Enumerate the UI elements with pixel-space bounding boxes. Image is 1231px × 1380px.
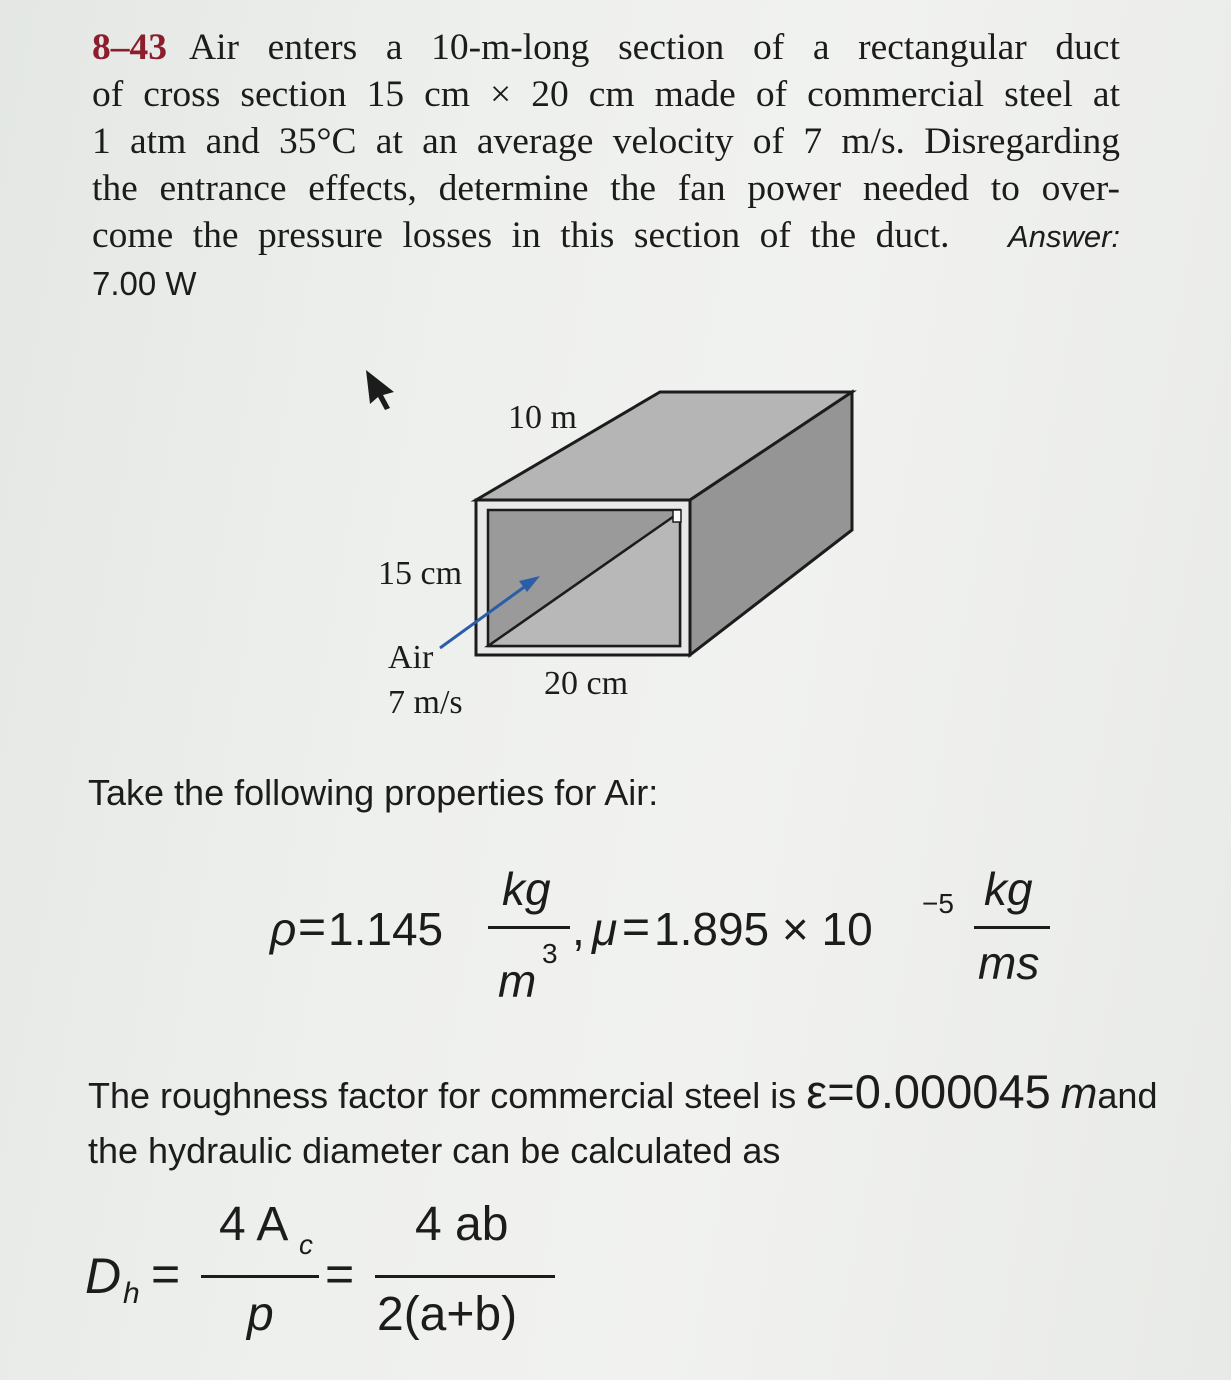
width-label: 20 cm bbox=[544, 665, 629, 702]
velocity-label: 7 m/s bbox=[388, 684, 463, 721]
frac1-bar bbox=[201, 1275, 319, 1278]
rho-unit-exponent: 3 bbox=[542, 938, 558, 969]
duct-notch bbox=[673, 510, 681, 522]
mu-symbol: μ bbox=[592, 903, 618, 955]
length-label: 10 m bbox=[508, 399, 577, 436]
mouse-cursor-icon bbox=[366, 370, 394, 410]
problem-line-4: the entrance effects, determine the fan power needed to over- bbox=[92, 168, 1120, 209]
hydraulic-diameter-intro: the hydraulic diameter can be calculated as bbox=[88, 1130, 781, 1171]
epsilon-symbol: ε bbox=[806, 1065, 828, 1118]
frac1-denominator: p bbox=[247, 1288, 274, 1341]
roughness-and: and bbox=[1097, 1075, 1158, 1116]
mu-value: 1.895 × 10 bbox=[654, 903, 873, 955]
frac2-bar bbox=[375, 1275, 555, 1278]
rho-unit-numerator: kg bbox=[502, 863, 551, 915]
roughness-unit: m bbox=[1060, 1069, 1098, 1118]
answer-label: Answer: bbox=[1008, 219, 1121, 254]
problem-number: 8–43 bbox=[92, 27, 167, 68]
roughness-line bbox=[88, 1064, 1228, 1119]
mu-exponent: −5 bbox=[922, 888, 954, 919]
dh-symbol: D bbox=[85, 1248, 122, 1304]
hydraulic-diameter-equation bbox=[85, 1195, 585, 1365]
mu-fraction-bar bbox=[974, 926, 1050, 929]
roughness-text: The roughness factor for commercial steel is bbox=[88, 1075, 807, 1116]
problem-line-3: 1 atm and 35°C at an average velocity of 7 m/s. Disregarding bbox=[92, 121, 1120, 162]
roughness-equals: = bbox=[827, 1065, 855, 1118]
rho-unit-denominator: m bbox=[498, 955, 537, 1007]
mu-unit-numerator: kg bbox=[984, 863, 1033, 915]
height-label: 15 cm bbox=[378, 555, 463, 592]
properties-intro: Take the following properties for Air: bbox=[88, 772, 659, 813]
answer-value: 7.00 W bbox=[92, 265, 197, 302]
frac2-denominator: 2(a+b) bbox=[377, 1288, 518, 1341]
properties-equation bbox=[270, 862, 1060, 1012]
mu-unit-denominator: ms bbox=[978, 937, 1040, 989]
rho-symbol: ρ bbox=[270, 903, 297, 955]
frac1-numerator-subscript: c bbox=[299, 1229, 313, 1260]
rho-equals: = bbox=[298, 901, 327, 954]
frac2-numerator: 4 ab bbox=[415, 1198, 509, 1251]
rho-fraction-bar bbox=[488, 926, 570, 929]
roughness-value: 0.000045 bbox=[854, 1065, 1051, 1118]
dh-subscript: h bbox=[123, 1277, 140, 1310]
dh-equals-1: = bbox=[151, 1246, 181, 1302]
dh-equals-2: = bbox=[325, 1246, 355, 1302]
separator: , bbox=[572, 903, 585, 955]
mu-equals: = bbox=[622, 901, 651, 954]
rho-value: 1.145 bbox=[328, 903, 444, 955]
problem-line-5: come the pressure losses in this section of the duct. Answer: bbox=[92, 215, 1121, 256]
problem-line-1: 8–43 Air enters a 10-m-long section of a rectangular duct bbox=[92, 27, 1120, 68]
frac1-numerator: 4 A bbox=[219, 1198, 289, 1251]
flow-label: Air bbox=[388, 639, 434, 676]
problem-line-2: of cross section 15 cm × 20 cm made of commercial steel at bbox=[92, 74, 1120, 115]
